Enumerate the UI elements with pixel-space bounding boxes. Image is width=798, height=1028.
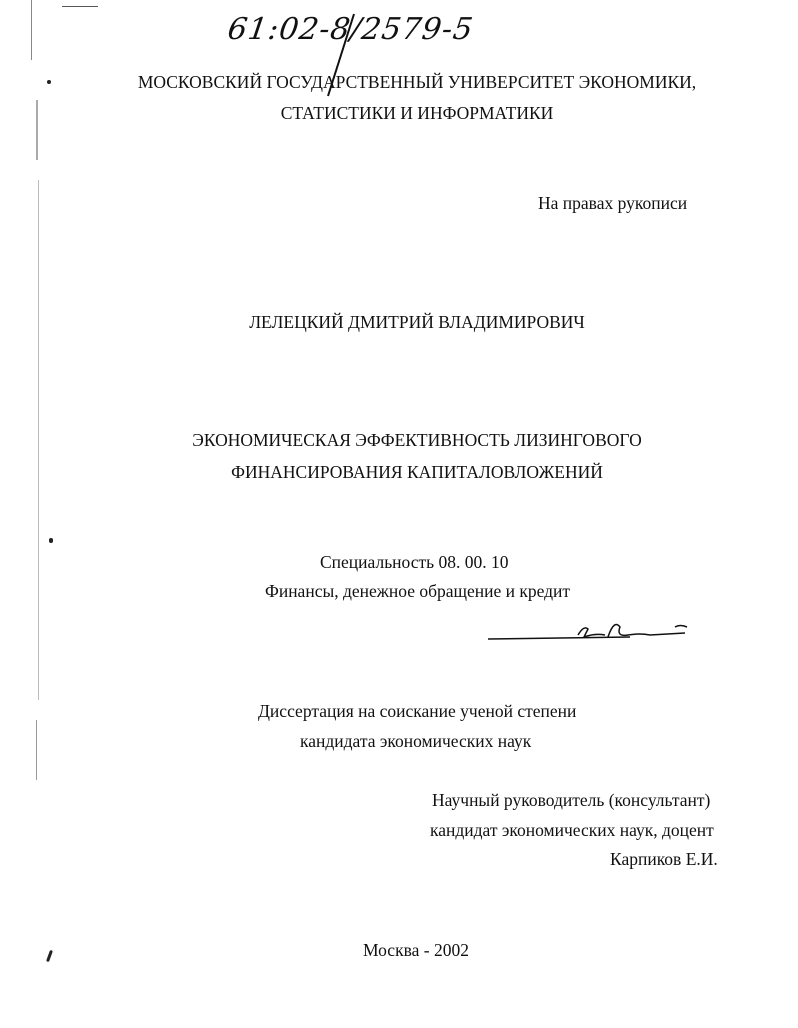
supervisor-role: Научный руководитель (консультант) [432, 790, 711, 810]
scan-dot [46, 950, 53, 962]
dissertation-title-line1: ЭКОНОМИЧЕСКАЯ ЭФФЕКТИВНОСТЬ ЛИЗИНГОВОГО [192, 430, 642, 450]
scan-dot [49, 538, 53, 543]
degree-line2: кандидата экономических наук [300, 731, 532, 751]
supervisor-title: кандидат экономических наук, доцент [430, 820, 714, 840]
degree-line1: Диссертация на соискание ученой степени [258, 701, 577, 721]
scan-edge-line [62, 6, 98, 7]
scan-edge-line [36, 720, 37, 780]
dissertation-title-line2: ФИНАНСИРОВАНИЯ КАПИТАЛОВЛОЖЕНИЙ [231, 462, 603, 482]
scan-edge-line [31, 0, 32, 60]
specialty-name: Финансы, денежное обращение и кредит [265, 581, 571, 601]
specialty-code: Специальность 08. 00. 10 [320, 552, 509, 572]
place-year: Москва - 2002 [363, 940, 469, 960]
signature [480, 615, 700, 645]
author-name: ЛЕЛЕЦКИЙ ДМИТРИЙ ВЛАДИМИРОВИЧ [249, 312, 585, 332]
university-name-line1: МОСКОВСКИЙ ГОСУДАРСТВЕННЫЙ УНИВЕРСИТЕТ ЭКОНОМИКИ, [137, 72, 697, 92]
university-name-line2: СТАТИСТИКИ И ИНФОРМАТИКИ [280, 103, 554, 123]
manuscript-rights: На правах рукописи [538, 193, 688, 213]
supervisor-name: Карпиков Е.И. [610, 849, 718, 869]
archive-code-handwritten: 61:02-8/2579-5 [225, 12, 476, 47]
